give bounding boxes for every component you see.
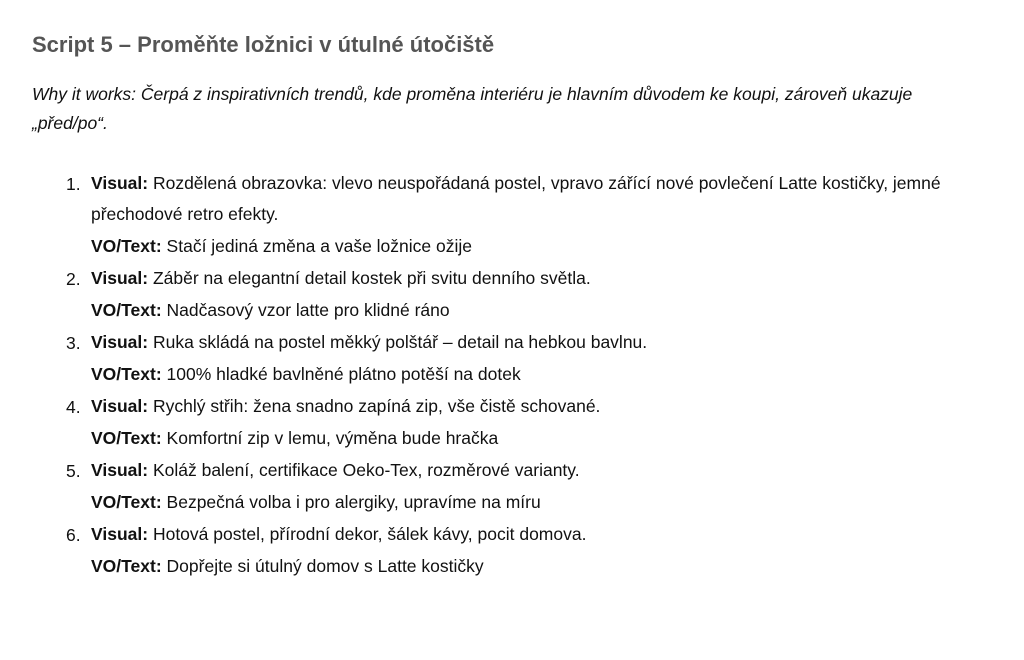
vo-line — [91, 230, 971, 263]
visual-line — [91, 263, 971, 294]
vo-text: 100% hladké bavlněné plátno potěší na dotek — [166, 364, 521, 384]
vo-line — [91, 358, 971, 391]
visual-line — [91, 327, 971, 358]
visual-line — [91, 519, 971, 550]
vo-label: VO/Text: — [91, 428, 162, 448]
list-item — [32, 391, 971, 455]
visual-text: Hotová postel, přírodní dekor, šálek kávy, pocit domova. — [152, 524, 587, 544]
visual-text: Ruka skládá na postel měkký polštář – detail na hebkou bavlnu. — [152, 332, 648, 352]
vo-text: Komfortní zip v lemu, výměna bude hračka — [166, 428, 499, 448]
visual-label: Visual: — [91, 268, 149, 288]
list-item — [32, 327, 971, 391]
step-number: 3. — [66, 333, 81, 353]
vo-line — [91, 294, 971, 327]
visual-line — [91, 455, 971, 486]
vo-text: Dopřejte si útulný domov s Latte kostičky — [166, 556, 484, 576]
vo-label: VO/Text: — [91, 236, 162, 256]
vo-line — [91, 550, 971, 583]
visual-line — [91, 168, 971, 230]
step-number: 4. — [66, 397, 81, 417]
list-item — [32, 455, 971, 519]
script-heading: Script 5 – Proměňte ložnici v útulné útočiště — [32, 32, 495, 57]
visual-label: Visual: — [91, 332, 149, 352]
vo-line — [91, 486, 971, 519]
vo-label: VO/Text: — [91, 556, 162, 576]
script-steps-list — [32, 168, 1024, 583]
list-item — [32, 168, 971, 263]
visual-label: Visual: — [91, 524, 149, 544]
list-item — [32, 263, 971, 327]
vo-line — [91, 422, 971, 455]
vo-text: Stačí jediná změna a vaše ložnice ožije — [166, 236, 472, 256]
vo-text: Bezpečná volba i pro alergiky, upravíme na míru — [166, 492, 541, 512]
step-number: 6. — [66, 525, 81, 545]
visual-label: Visual: — [91, 460, 149, 480]
step-number: 2. — [66, 269, 81, 289]
vo-label: VO/Text: — [91, 364, 162, 384]
vo-label: VO/Text: — [91, 492, 162, 512]
visual-line — [91, 391, 971, 422]
step-number: 1. — [66, 174, 81, 194]
visual-label: Visual: — [91, 396, 149, 416]
step-number: 5. — [66, 461, 81, 481]
visual-text: Koláž balení, certifikace Oeko-Tex, rozměrové varianty. — [152, 460, 580, 480]
vo-label: VO/Text: — [91, 300, 162, 320]
list-item — [32, 519, 971, 583]
visual-text: Rychlý střih: žena snadno zapíná zip, vše čistě schované. — [152, 396, 601, 416]
visual-label: Visual: — [91, 173, 149, 193]
why-it-works-text: Why it works: Čerpá z inspirativních trendů, kde proměna interiéru je hlavním důvodem ke koupi, zároveň ukazuje „před/po“. — [32, 84, 913, 133]
vo-text: Nadčasový vzor latte pro klidné ráno — [166, 300, 450, 320]
visual-text: Rozdělená obrazovka: vlevo neuspořádaná postel, vpravo zářící nové povlečení Latte kostičky, jemné přechodové retro efekty. — [91, 173, 941, 224]
visual-text: Záběr na elegantní detail kostek při svitu denního světla. — [152, 268, 591, 288]
